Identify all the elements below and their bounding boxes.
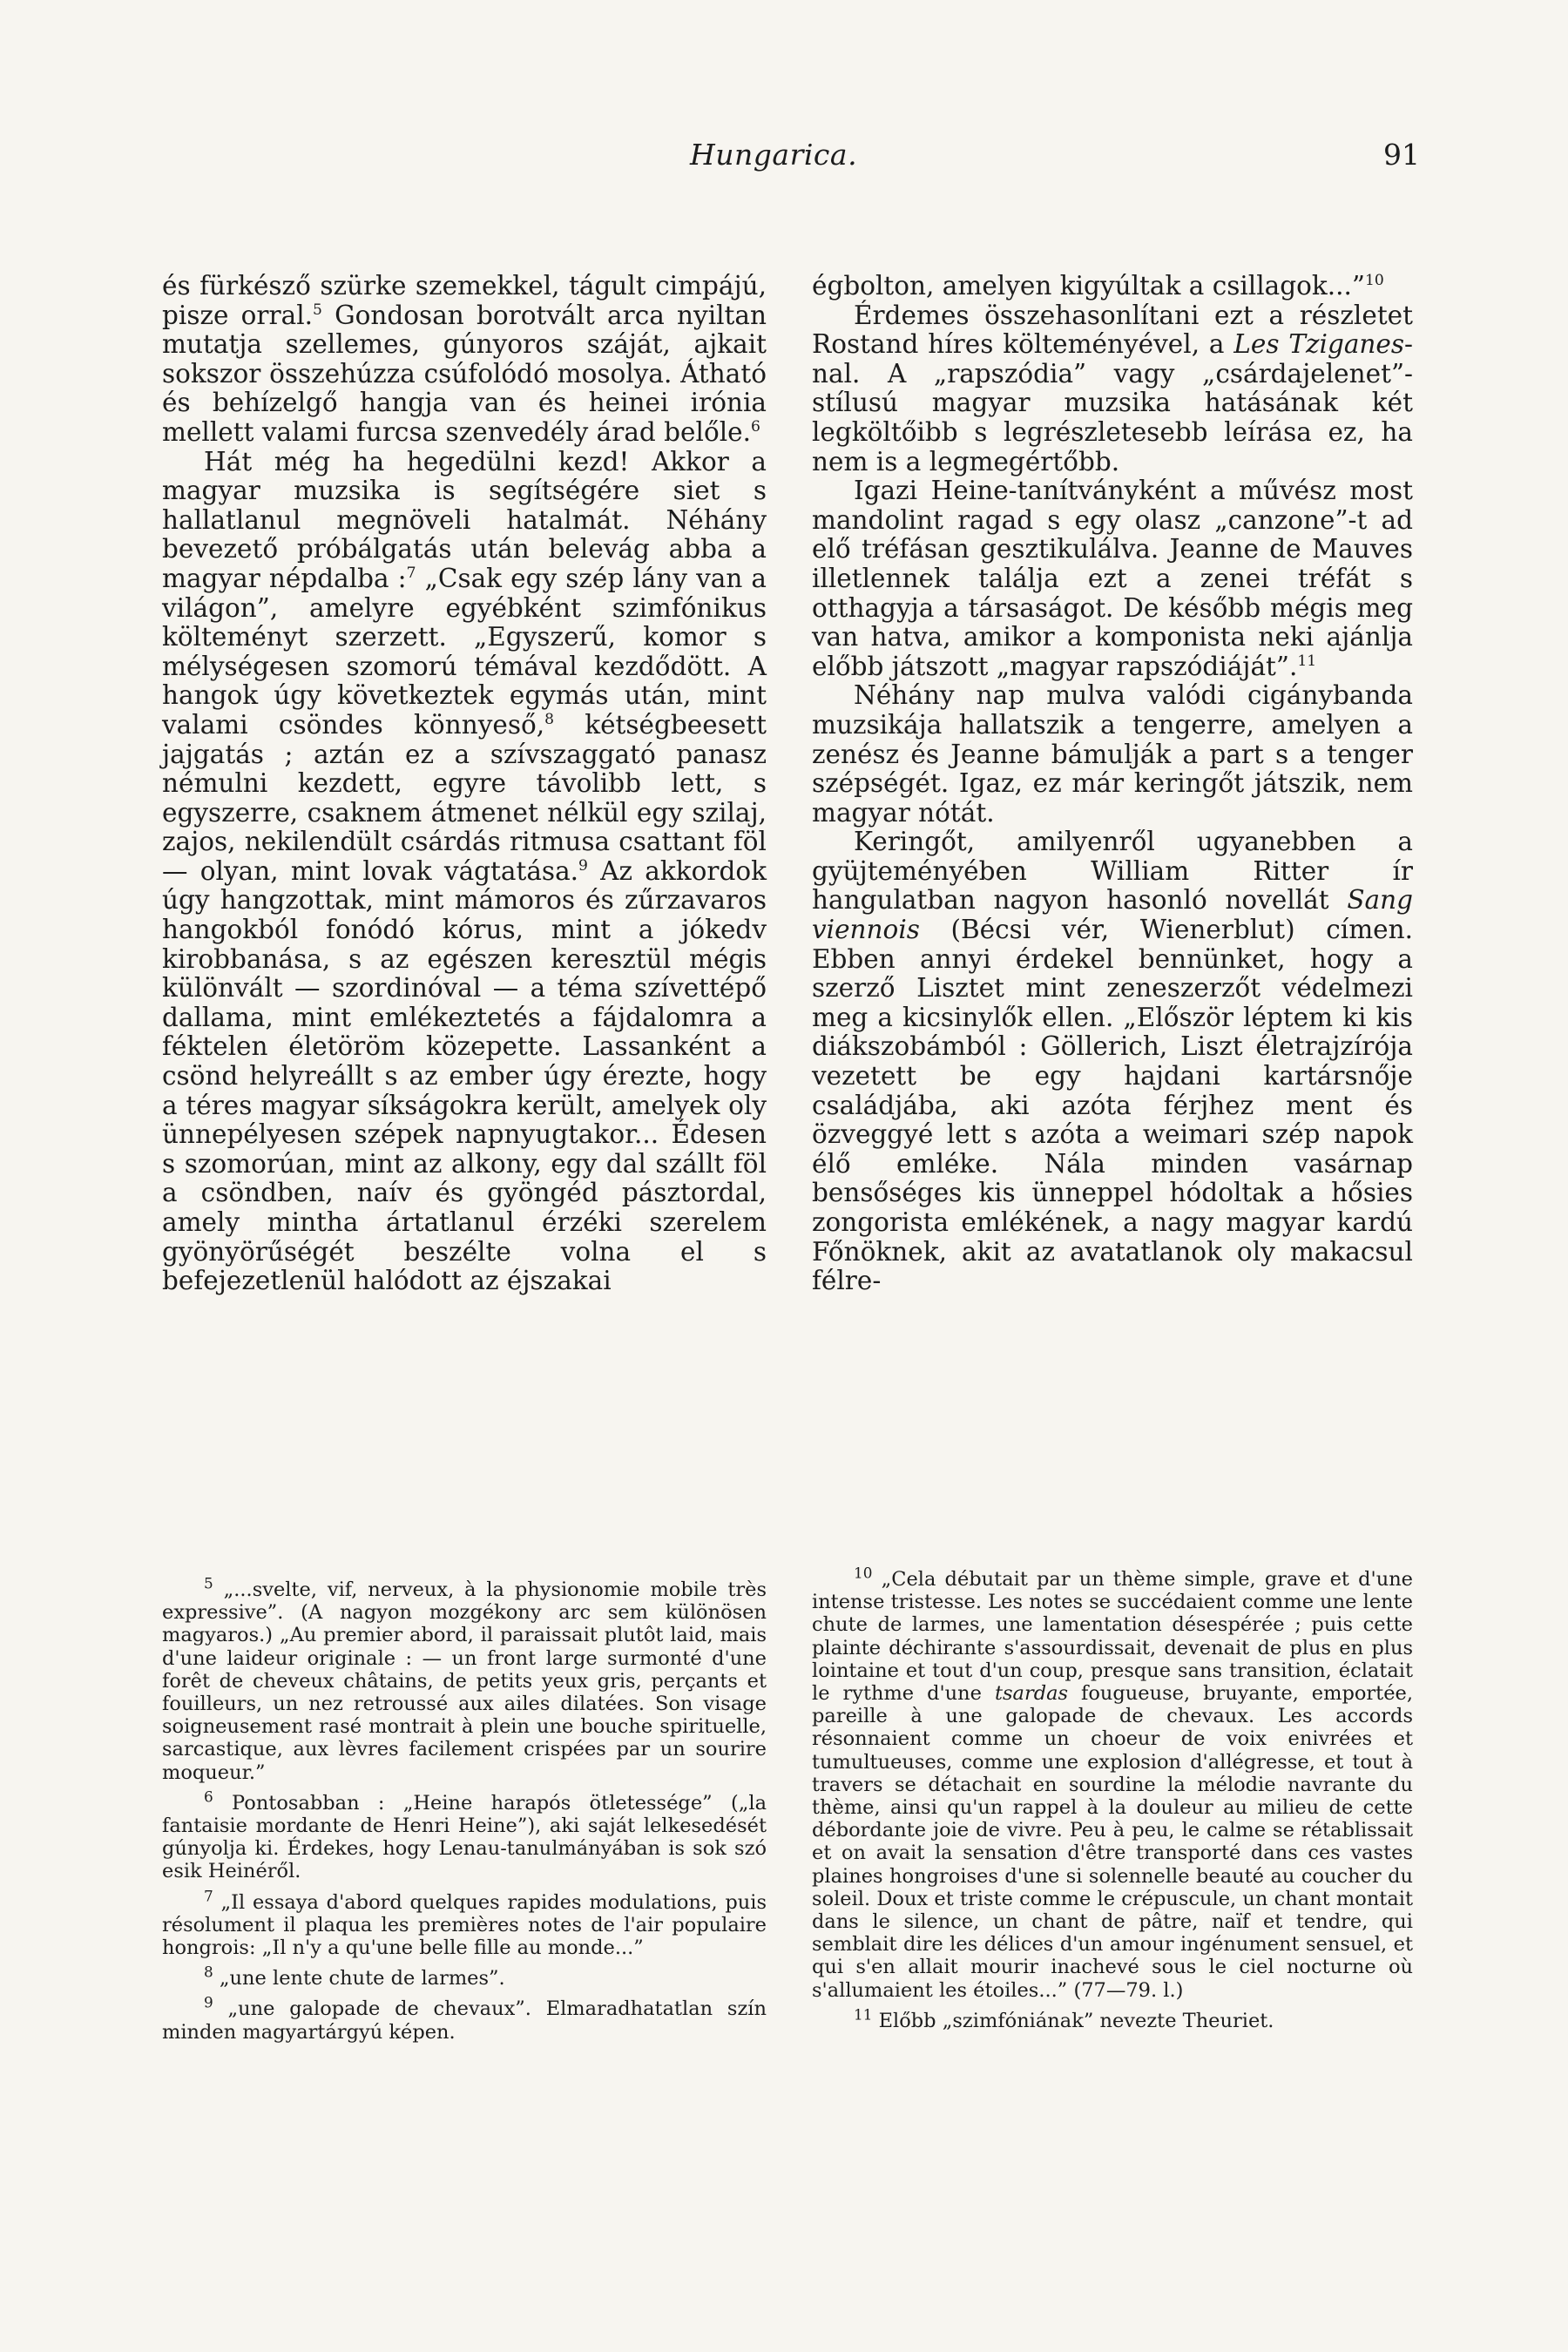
page-number: 91 [1383, 138, 1420, 172]
running-title: Hungarica. [690, 138, 858, 172]
work-title: Les Tziganes [1233, 329, 1405, 360]
footnote-7: $^7$ „Il essaya d'abord quelques rapides modulations, puis résolument il plaqua les premières notes de l'air populaire hongrois: „Il n'y a qu'une belle fille au monde...” [162, 1887, 767, 1960]
page-header [0, 138, 1568, 181]
paragraph: Néhány nap mulva valódi cigánybanda muzsikája hallatszik a tengerre, amelyen a zenész és Jeanne bámulják a part s a tenger szépségét. Igaz, ez már keringőt játszik, nem magyar nótát. [812, 680, 1413, 828]
right-column [812, 272, 1413, 1296]
paragraph: Hát még ha hegedülni kezd! Akkor a magyar muzsika is segítségére siet s hallatlanul megnöveli hatalmát. Néhány bevezető próbálgatás után belevág abba a magyar népdalba :$^7$ „Csak egy szép lány van a világon”, amelyre egyébként szimfónikus költeményt szerzett. „Egyszerű, komor s mélységesen szomorú témával kezdődött. A hangok úgy következtek egymás után, mint valami csöndes könnyeső,$^8$ kétségbeesett jajgatás ; aztán ez a szívszaggató panasz némulni kezdett, egyre távolibb lett, s egyszerre, csaknem átmenet nélkül egy szilaj, zajos, nekilendült csárdás ritmusa csattant föl — olyan, mint lovak vágtatása.$^9$ Az akkordok úgy hangzottak, mint mámoros és zűrzavaros hangokból fonódó kórus, mint a jókedv kirobbanása, s az egészen keresztül mégis különvált — szordinóval — a téma szívettépő dallama, mint emlékeztetés a fájdalomra a féktelen életöröm közepette. Lassanként a csönd helyreállt s az ember úgy érezte, hogy a téres magyar síkságokra került, amelyek oly ünnepélyesen szépek napnyugtakor... Édesen s szomorúan, mint az alkony, egy dal szállt föl a csöndben, naív és gyöngéd pásztordal, amely mintha ártatlanul érzéki szerelem gyönyörűségét beszélte volna el s befejezetlenül halódott az éjszakai [162, 446, 767, 1296]
paragraph: Keringőt, amilyenről ugyanebben a gyüjteményében William Ritter ír hangulatban nagyon hasonló novellát Sang viennois (Bécsi vér, Wienerblut) címen. Ebben annyi érdekel bennünket, hogy a szerző Lisztet mint zeneszerzőt védelmezi meg a kicsinylők ellen. „Először léptem ki kis diákszobámból : Göllerich, Liszt életrajzírója vezetett be egy hajdani kartársnője családjába, aki azóta férjhez ment és özveggyé lett s azóta a weimari szép napok élő emléke. Nála minden vasárnap bensőséges kis ünneppel hódoltak a hősies zongorista emlékének, a nagy magyar kardú Főnöknek, akit az avatatlanok oly makacsul félre- [812, 827, 1413, 1296]
footnotes-right [812, 1564, 1413, 2040]
paragraph: Igazi Heine-tanítványként a művész most mandolint ragad s egy olasz „canzone”-t ad elő tréfásan gesztikulálva. Jeanne de Mauves illetlennek találja ezt a zenei tréfát s otthagyja a társaságot. De később mégis meg van hatva, amikor a komponista neki ajánlja előbb játszott „magyar rapszódiáját”.$^{11}$ [812, 476, 1413, 681]
footnote-ref-6: 6 [750, 418, 760, 436]
footnote-ref-10: 10 [1365, 272, 1384, 290]
footnote-ref-8: 8 [544, 711, 554, 729]
footnote-6: $^6$ Pontosabban : „Heine harapós ötletessége” („la fantaisie mordante de Henri Heine”), aki saját lelkesedését gúnyolja ki. Érdekes, hogy Lenau-tanulmányában is sok szó esik Heinéről. [162, 1788, 767, 1883]
footnote-11: $^{11}$ Előbb „szimfóniának” nevezte Theuriet. [854, 2005, 1274, 2032]
left-column [162, 272, 767, 1296]
footnote-ref-9: 9 [578, 857, 588, 875]
footnote-ref-5: 5 [313, 301, 322, 319]
footnote-5: $^5$ „...svelte, vif, nerveux, à la physionomie mobile très expressive”. (A nagyon mozgékony arc sem különösen magyaros.) „Au premier abord, il paraissait plutôt laid, mais d'une laideur originale : — un front large surmonté d'une forêt de cheveux châtains, de petits yeux gris, perçants et fouilleurs, un nez retroussé aux ailes dilatées. Son visage soigneusement rasé montrait à plein une bouche spirituelle, sarcastique, aux lèvres facilement crispées par un sourire moqueur.” [162, 1574, 767, 1784]
paragraph: és fürkésző szürke szemekkel, tágult cimpájú, pisze orral.$^5$ Gondosan borotvált arca nyiltan mutatja szellemes, gúnyoros száját, ajkait sokszor összehúzza csúfolódó mosolya. Átható és behízelgő hangja van és heinei irónia mellett valami furcsa szenvedély árad belőle.$^6$ [162, 271, 767, 447]
footnote-ref-7: 7 [406, 564, 416, 583]
footnote-10: $^{10}$ „Cela débutait par un thème simple, grave et d'une intense tristesse. Les notes se succédaient comme une lente chute de larmes, une lamentation désespérée ; puis cette plainte déchirante s'assourdissait, devenait de plus en plus lointaine et tout d'un coup, presque sans transition, éclatait le rythme d'une tsardas fougueuse, bruyante, emportée, pareille à une galopade de chevaux. Les accords résonnaient comme un choeur de voix enivrées et tumultueuses, comme une explosion d'allégresse, et tout à travers se détachait en sourdine la mélodie navrante du thème, ainsi qu'un rappel à la douleur au milieu de cette débordante joie de vivre. Peu à peu, le calme se rétablissait et on avait la sensation d'être transporté dans ces vastes plaines hongroises d'une si solennelle beauté au coucher du soleil. Doux et triste comme le crépuscule, un chant montait dans le silence, un chant de pâtre, naïf et tendre, qui semblait dire les délices d'un amour ingénument sensuel, et qui s'en allait mourir inachevé sous le ciel nocturne où s'allumaient les étoiles...” (77—79. l.) [812, 1564, 1413, 2002]
paragraph: égbolton, amelyen kigyúltak a csillagok...”$^{10}$ [812, 271, 1384, 301]
footnote-9: $^9$ „une galopade de chevaux”. Elmaradhatatlan szín minden magyartárgyú képen. [162, 1993, 767, 2044]
work-title: Sang viennois [812, 885, 1413, 945]
footnote-8: $^8$ „une lente chute de larmes”. [204, 1963, 505, 1990]
footnotes-left [162, 1574, 767, 2051]
footnote-ref-11: 11 [1297, 652, 1317, 670]
paragraph: Érdemes összehasonlítani ezt a részletet Rostand híres költeményével, a Les Tziganes-nal. A „rapszódia” vagy „csárdajelenet”-stílusú magyar muzsika hatásának két legköltőibb s legrészletesebb leírása ez, ha nem is a legmegértőbb. [812, 300, 1413, 476]
